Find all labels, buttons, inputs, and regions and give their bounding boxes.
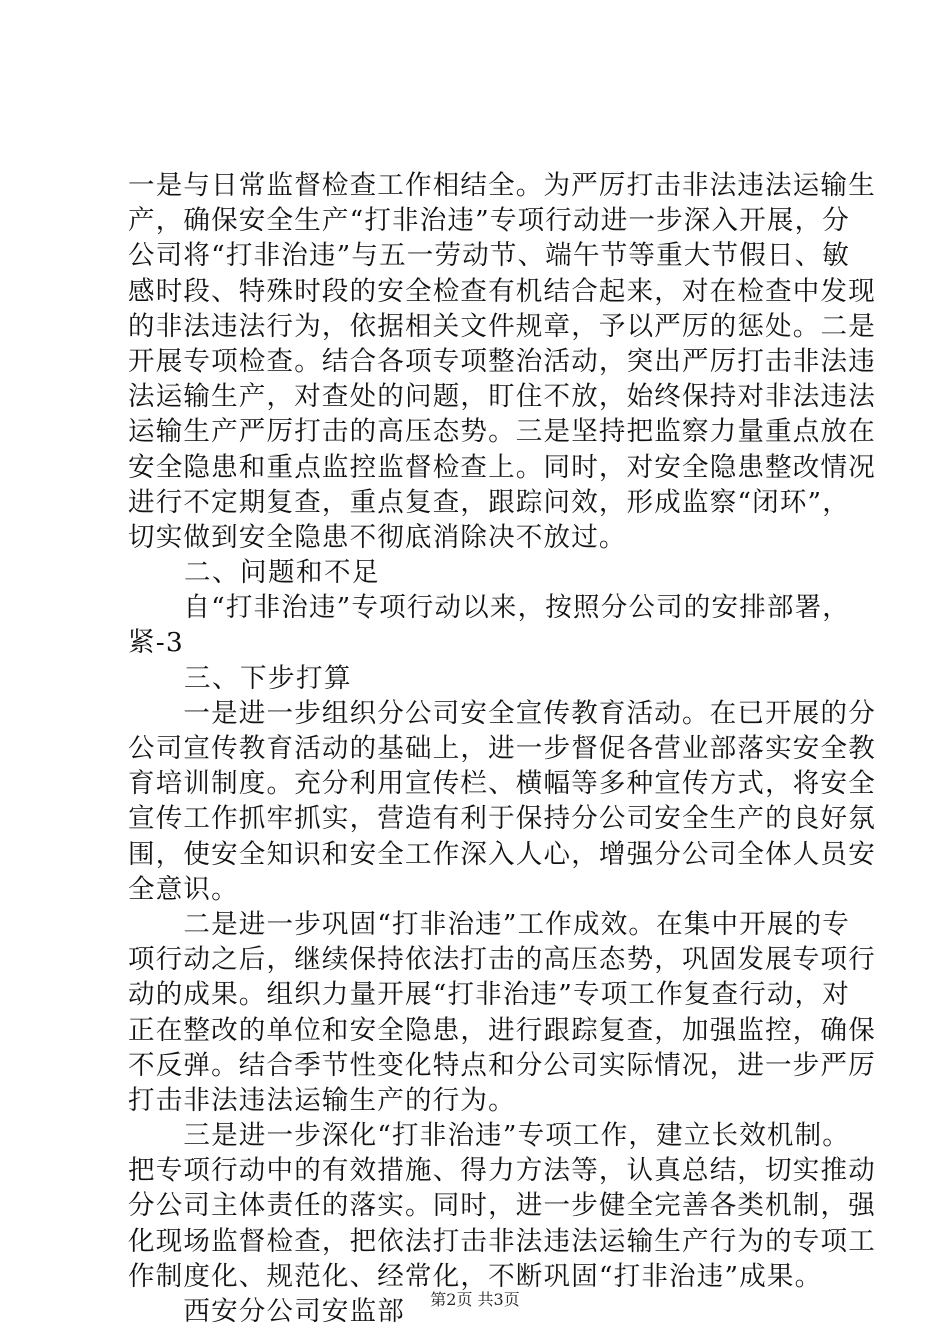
section-heading-problems: 二、问题和不足	[128, 557, 380, 589]
text-line: 公司将“打非治违”与五一劳动节、端午节等重大节假日、敏	[128, 240, 850, 272]
text-line: 打击非法违法运输生产的行为。	[128, 1084, 516, 1116]
text-line: 紧-3	[128, 627, 184, 659]
text-line: 围，使安全知识和安全工作深入人心，增强分公司全体人员安	[128, 838, 876, 870]
text-line: 分公司主体责任的落实。同时，进一步健全完善各类机制，强	[128, 1190, 876, 1222]
text-line: 作制度化、规范化、经常化，不断巩固“打非治违”成果。	[128, 1260, 823, 1292]
text-line: 运输生产严厉打击的高压态势。三是坚持把监察力量重点放在	[128, 416, 876, 448]
section-heading-next-steps: 三、下步打算	[128, 662, 352, 694]
text-line: 一是进一步组织分公司安全宣传教育活动。在已开展的分	[128, 697, 876, 729]
signature-department: 西安分公司安监部	[128, 1296, 405, 1327]
text-line: 宣传工作抓牢抓实，营造有利于保持分公司安全生产的良好氛	[128, 803, 876, 835]
text-line: 开展专项检查。结合各项专项整治活动，突出严厉打击非法违	[128, 345, 876, 377]
text-line: 安全隐患和重点监控监督检查上。同时，对安全隐患整改情况	[128, 451, 876, 483]
text-line: 正在整改的单位和安全隐患，进行跟踪复查，加强监控，确保	[128, 1014, 876, 1046]
text-line: 的非法违法行为，依据相关文件规章，予以严厉的惩处。二是	[128, 310, 876, 342]
text-line: 育培训制度。充分利用宣传栏、横幅等多种宣传方式，将安全	[128, 768, 876, 800]
text-line: 法运输生产，对查处的问题，盯住不放，始终保持对非法违法	[128, 381, 876, 413]
document-body	[128, 168, 876, 1329]
text-line: 一是与日常监督检查工作相结全。为严厉打击非法违法运输生	[128, 170, 876, 201]
text-line: 切实做到安全隐患不彻底消除决不放过。	[128, 521, 627, 553]
page-footer: 第2页 共3页	[430, 1290, 520, 1309]
text-line: 产，确保安全生产“打非治违”专项行动进一步深入开展，分	[128, 205, 850, 237]
text-line: 把专项行动中的有效措施、得力方法等，认真总结，切实推动	[128, 1155, 876, 1187]
text-line: 化现场监督检查，把依法打击非法违法运输生产行为的专项工	[128, 1225, 876, 1257]
text-line: 动的成果。组织力量开展“打非治违”专项工作复查行动，对	[128, 979, 850, 1011]
text-line: 进行不定期复查，重点复查，跟踪问效，形成监察“闭环”，	[128, 486, 850, 518]
text-line: 全意识。	[128, 873, 239, 905]
text-line: 项行动之后，继续保持依法打击的高压态势，巩固发展专项行	[128, 944, 876, 976]
text-line: 自“打非治违”专项行动以来，按照分公司的安排部署，	[128, 592, 850, 624]
text-line: 不反弹。结合季节性变化特点和分公司实际情况，进一步严厉	[128, 1049, 876, 1081]
text-line: 三是进一步深化“打非治违”专项工作，建立长效机制。	[128, 1120, 850, 1152]
text-line: 公司宣传教育活动的基础上，进一步督促各营业部落实安全教	[128, 733, 876, 764]
text-line: 二是进一步巩固“打非治违”工作成效。在集中开展的专	[128, 908, 850, 940]
text-line: 感时段、特殊时段的安全检查有机结合起来，对在检查中发现	[128, 275, 876, 307]
